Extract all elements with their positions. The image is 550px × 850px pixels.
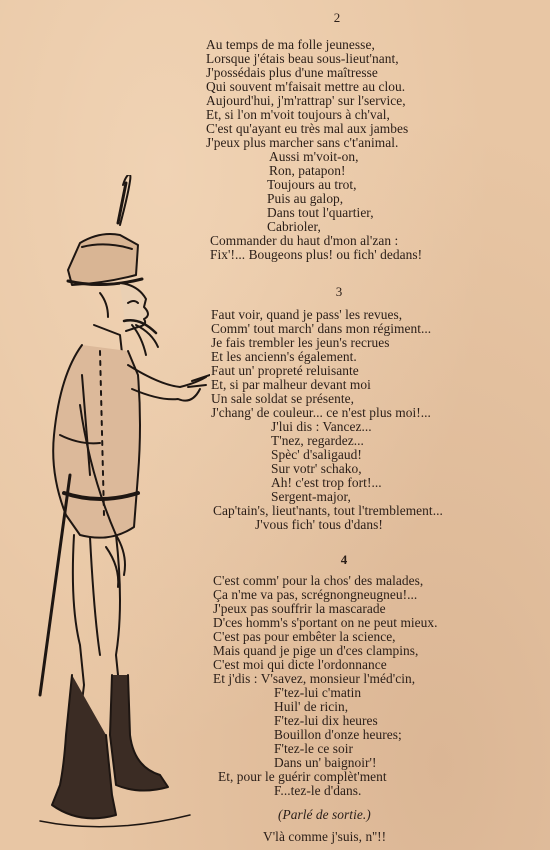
stanza-2-line-8: J'peux plus marcher sans c't'animal.	[206, 135, 399, 150]
stanza-2-line-9: Aussi m'voit-on,	[269, 149, 359, 164]
stanza-4-line-2: Ça n'me va pas, scrégnongneugneu!...	[213, 587, 418, 602]
stanza-2-line-12: Puis au galop,	[267, 191, 344, 206]
stanza-4-line-3: J'peux pas souffrir la mascarade	[213, 601, 386, 616]
stanza-3-line-14: Sergent-major,	[271, 489, 351, 504]
stanza-3-line-16: J'vous fich' tous d'dans!	[255, 517, 383, 532]
spoken-note: (Parlé de sortie.)	[278, 807, 371, 822]
stanza-4-line-12: Bouillon d'onze heures;	[274, 727, 402, 742]
stanza-4-line-7: C'est moi qui dicte l'ordonnance	[213, 657, 387, 672]
stanza-3-line-3: Je fais trembler les jeun's recrues	[211, 335, 390, 350]
stanza-3-line-12: Sur votr' schako,	[271, 461, 362, 476]
stanza-2-line-6: Et, si l'on m'voit toujours à ch'val,	[206, 107, 390, 122]
stanza-4-line-5: C'est pas pour embêter la science,	[213, 629, 396, 644]
stanza-4-line-11: F'tez-lui dix heures	[274, 713, 378, 728]
stanza-3-line-2: Comm' tout march' dans mon régiment...	[211, 321, 432, 336]
stanza-4-line-9: F'tez-lui c'matin	[274, 685, 362, 700]
stanza-2-line-11: Toujours au trot,	[267, 177, 357, 192]
stanza-3-line-7: Un sale soldat se présente,	[211, 391, 355, 406]
stanza-2-line-3: J'possédais plus d'une maîtresse	[206, 65, 378, 80]
stanza-3-line-8: J'chang' de couleur... ce n'est plus moi!...	[211, 405, 431, 420]
stanza-4-line-10: Huil' de ricin,	[274, 699, 349, 714]
stanza-2-line-16: Fix'!... Bougeons plus! ou fich' dedans!	[210, 247, 423, 262]
stanza-2-line-15: Commander du haut d'mon al'zan :	[210, 233, 399, 248]
stanza-4-line-16: F...tez-le d'dans.	[274, 783, 362, 798]
stanza-4-line-4: D'ces homm's s'portant on ne peut mieux.	[213, 615, 438, 630]
stanza-4-line-1: C'est comm' pour la chos' des malades,	[213, 573, 424, 588]
stanza-4-line-13: F'tez-le ce soir	[274, 741, 354, 756]
stanza-3-line-4: Et les ancienn's également.	[211, 349, 357, 364]
stanza-2-line-4: Qui souvent m'faisait mettre au clou.	[206, 79, 406, 94]
stanza-3-line-6: Et, si par malheur devant moi	[211, 377, 371, 392]
stanza-2-line-5: Aujourd'hui, j'm'rattrap' sur l'service,	[206, 93, 406, 108]
officer-illustration	[20, 175, 210, 835]
stanza-4-line-14: Dans un' baignoir'!	[274, 755, 377, 770]
stanza-4-line-6: Mais quand je pige un d'ces clampins,	[213, 643, 419, 658]
stanza-4-number: 4	[340, 552, 348, 567]
stanza-2-line-7: C'est qu'ayant eu très mal aux jambes	[206, 121, 409, 136]
stanza-2-line-13: Dans tout l'quartier,	[267, 205, 374, 220]
closing-line: V'là comme j'suis, n''!!	[263, 829, 387, 844]
stanza-3-line-1: Faut voir, quand je pass' les revues,	[211, 307, 403, 322]
stanza-3-number: 3	[335, 284, 343, 299]
stanza-2-line-1: Au temps de ma folle jeunesse,	[206, 37, 375, 52]
stanza-3-line-5: Faut un' propreté reluisante	[211, 363, 359, 378]
stanza-4-line-8: Et j'dis : V'savez, monsieur l'méd'cin,	[213, 671, 416, 686]
stanza-4-line-15: Et, pour le guérir complèt'ment	[218, 769, 387, 784]
stanza-2-number: 2	[333, 10, 341, 25]
stanza-3-line-9: J'lui dis : Vancez...	[271, 419, 372, 434]
stanza-2-line-14: Cabrioler,	[267, 219, 321, 234]
stanza-3-line-10: T'nez, regardez...	[271, 433, 364, 448]
stanza-3-line-15: Cap'tain's, lieut'nants, tout l'tremblement...	[213, 503, 443, 518]
stanza-3-line-11: Spèc' d'saligaud!	[271, 447, 362, 462]
stanza-2-line-10: Ron, patapon!	[269, 163, 346, 178]
stanza-3-line-13: Ah! c'est trop fort!...	[271, 475, 382, 490]
stanza-2-line-2: Lorsque j'étais beau sous-lieut'nant,	[206, 51, 399, 66]
